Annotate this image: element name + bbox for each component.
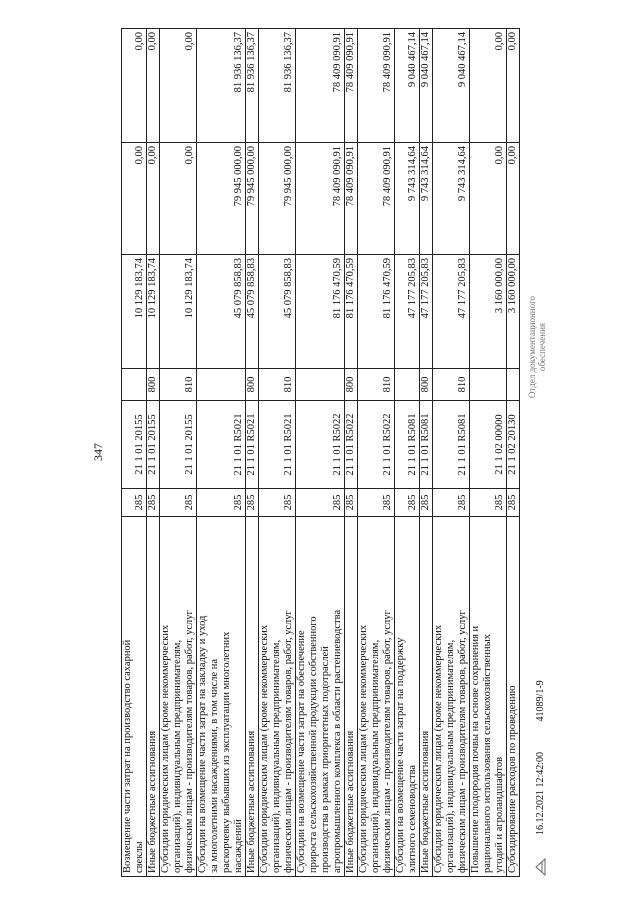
row-name-cell: Иные бюджетные ассигнования — [246, 517, 259, 877]
amount-year-2-cell: 78 409 090,91 — [345, 143, 358, 255]
amount-year-1-cell: 47 177 205,83 — [433, 255, 470, 369]
ministry-code-cell: 285 — [358, 489, 395, 517]
amount-year-3-cell: 78 409 090,91 — [358, 29, 395, 143]
amount-year-3-cell: 0,00 — [507, 29, 520, 143]
table-row — [122, 29, 147, 877]
expense-type-cell — [122, 369, 147, 401]
ministry-code-cell: 285 — [160, 489, 197, 517]
target-article-cell: 21 1 01 R5021 — [246, 401, 259, 489]
row-name-cell: Иные бюджетные ассигнования — [345, 517, 358, 877]
amount-year-2-cell: 9 743 314,64 — [420, 143, 433, 255]
table-row — [246, 29, 259, 877]
amount-year-3-cell: 81 936 136,37 — [246, 29, 259, 143]
amount-year-1-cell: 47 177 205,83 — [420, 255, 433, 369]
table-row — [345, 29, 358, 877]
row-name-cell: Субсидии юридическим лицам (кроме некоммерческих организаций), индивидуальным предпринимателям, физическим лицам - производителям товаров, работ, услуг — [433, 517, 470, 877]
expense-type-cell — [507, 369, 520, 401]
table-row — [160, 29, 197, 877]
expense-type-cell: 810 — [259, 369, 296, 401]
expense-type-cell — [296, 369, 345, 401]
amount-year-1-cell: 10 129 183,74 — [122, 255, 147, 369]
registration-date: 16.12.2021 12:42:00 — [535, 751, 546, 835]
table-row — [420, 29, 433, 877]
row-name-cell: Субсидии на возмещение части затрат на поддержку элитного семеноводства — [395, 517, 420, 877]
amount-year-3-cell: 0,00 — [147, 29, 160, 143]
amount-year-2-cell: 0,00 — [470, 143, 507, 255]
target-article-cell: 21 1 01 R5021 — [259, 401, 296, 489]
amount-year-1-cell: 81 176 470,59 — [358, 255, 395, 369]
ministry-code-cell: 285 — [147, 489, 160, 517]
target-article-cell: 21 1 01 R5022 — [296, 401, 345, 489]
amount-year-2-cell: 0,00 — [122, 143, 147, 255]
amount-year-2-cell: 79 945 000,00 — [197, 143, 246, 255]
amount-year-3-cell: 0,00 — [470, 29, 507, 143]
amount-year-3-cell: 9 040 467,14 — [433, 29, 470, 143]
amount-year-1-cell: 45 079 858,83 — [246, 255, 259, 369]
expense-type-cell: 800 — [246, 369, 259, 401]
amount-year-1-cell: 45 079 858,83 — [197, 255, 246, 369]
amount-year-2-cell: 79 945 000,00 — [259, 143, 296, 255]
table-row — [433, 29, 470, 877]
target-article-cell: 21 1 01 R5081 — [433, 401, 470, 489]
expense-type-cell: 810 — [160, 369, 197, 401]
amount-year-1-cell: 47 177 205,83 — [395, 255, 420, 369]
registration-stamp-icon — [533, 857, 547, 877]
target-article-cell: 21 1 02 00000 — [470, 401, 507, 489]
amount-year-2-cell: 9 743 314,64 — [433, 143, 470, 255]
table-row — [147, 29, 160, 877]
ministry-code-cell: 285 — [246, 489, 259, 517]
amount-year-1-cell: 10 129 183,74 — [147, 255, 160, 369]
amount-year-3-cell: 78 409 090,91 — [296, 29, 345, 143]
amount-year-3-cell: 0,00 — [122, 29, 147, 143]
target-article-cell: 21 1 01 R5022 — [358, 401, 395, 489]
amount-year-2-cell: 79 945 000,00 — [246, 143, 259, 255]
budget-table — [121, 28, 520, 877]
row-name-cell: Субсидии юридическим лицам (кроме некоммерческих организаций), индивидуальным предпринимателям, физическим лицам - производителям товаров, работ, услуг — [259, 517, 296, 877]
expense-type-cell — [197, 369, 246, 401]
registration-info — [535, 652, 546, 835]
target-article-cell: 21 1 01 R5081 — [420, 401, 433, 489]
expense-type-cell: 810 — [358, 369, 395, 401]
amount-year-3-cell: 9 040 467,14 — [420, 29, 433, 143]
ministry-code-cell: 285 — [296, 489, 345, 517]
amount-year-1-cell: 45 079 858,83 — [259, 255, 296, 369]
ministry-code-cell: 285 — [507, 489, 520, 517]
target-article-cell: 21 1 01 20155 — [147, 401, 160, 489]
ministry-code-cell: 285 — [345, 489, 358, 517]
row-name-cell: Возмещение части затрат на производство сахарной свеклы — [122, 517, 147, 877]
document-number: 41089/1-9 — [535, 680, 546, 722]
amount-year-1-cell: 10 129 183,74 — [160, 255, 197, 369]
expense-type-cell — [395, 369, 420, 401]
department-stamp: Отдел документационного обеспечения — [527, 295, 547, 399]
amount-year-1-cell: 3 160 000,00 — [507, 255, 520, 369]
table-row — [197, 29, 246, 877]
row-name-cell: Иные бюджетные ассигнования — [147, 517, 160, 877]
ministry-code-cell: 285 — [433, 489, 470, 517]
amount-year-3-cell: 9 040 467,14 — [395, 29, 420, 143]
amount-year-3-cell: 81 936 136,37 — [259, 29, 296, 143]
row-name-cell: Субсидии на возмещение части затрат на обеспечение прироста сельскохозяйственной продукции собственного производства в рамках приоритетных подотраслей агропромышленного комплекса в области растениеводства — [296, 517, 345, 877]
amount-year-2-cell: 9 743 314,64 — [395, 143, 420, 255]
ministry-code-cell: 285 — [395, 489, 420, 517]
expense-type-cell: 810 — [433, 369, 470, 401]
row-name-cell: Субсидии на возмещение части затрат на закладку и уход за многолетними насаждениями, в том числе на раскорчевку выбывших из эксплуатации многолетних насаждений — [197, 517, 246, 877]
target-article-cell: 21 1 01 20155 — [160, 401, 197, 489]
target-article-cell: 21 1 01 R5022 — [345, 401, 358, 489]
expense-type-cell: 800 — [420, 369, 433, 401]
ministry-code-cell: 285 — [259, 489, 296, 517]
target-article-cell: 21 1 01 20155 — [122, 401, 147, 489]
amount-year-2-cell: 0,00 — [507, 143, 520, 255]
budget-table-body — [122, 29, 520, 877]
table-row — [507, 29, 520, 877]
row-name-cell: Иные бюджетные ассигнования — [420, 517, 433, 877]
row-name-cell: Субсидирование расходов по проведению — [507, 517, 520, 877]
table-row — [470, 29, 507, 877]
document-page — [85, 27, 555, 877]
ministry-code-cell: 285 — [197, 489, 246, 517]
table-row — [259, 29, 296, 877]
expense-type-cell: 800 — [147, 369, 160, 401]
expense-type-cell — [470, 369, 507, 401]
amount-year-3-cell: 0,00 — [160, 29, 197, 143]
amount-year-1-cell: 81 176 470,59 — [345, 255, 358, 369]
table-row — [395, 29, 420, 877]
ministry-code-cell: 285 — [470, 489, 507, 517]
amount-year-1-cell: 81 176 470,59 — [296, 255, 345, 369]
table-row — [358, 29, 395, 877]
amount-year-2-cell: 0,00 — [147, 143, 160, 255]
page-number: 347 — [91, 443, 105, 461]
target-article-cell: 21 1 01 R5021 — [197, 401, 246, 489]
target-article-cell: 21 1 02 20130 — [507, 401, 520, 489]
amount-year-3-cell: 81 936 136,37 — [197, 29, 246, 143]
amount-year-3-cell: 78 409 090,91 — [345, 29, 358, 143]
table-row — [296, 29, 345, 877]
ministry-code-cell: 285 — [420, 489, 433, 517]
page-footer — [525, 27, 553, 877]
amount-year-2-cell: 0,00 — [160, 143, 197, 255]
amount-year-1-cell: 3 160 000,00 — [470, 255, 507, 369]
amount-year-2-cell: 78 409 090,91 — [296, 143, 345, 255]
amount-year-2-cell: 78 409 090,91 — [358, 143, 395, 255]
expense-type-cell: 800 — [345, 369, 358, 401]
row-name-cell: Повышение плодородия почвы на основе сохранения и рационального использования сельскохозяйственных угодий и агроландшафтов — [470, 517, 507, 877]
row-name-cell: Субсидии юридическим лицам (кроме некоммерческих организаций), индивидуальным предпринимателям, физическим лицам - производителям товаров, работ, услуг — [358, 517, 395, 877]
row-name-cell: Субсидии юридическим лицам (кроме некоммерческих организаций), индивидуальным предпринимателям, физическим лицам - производителям товаров, работ, услуг — [160, 517, 197, 877]
target-article-cell: 21 1 01 R5081 — [395, 401, 420, 489]
ministry-code-cell: 285 — [122, 489, 147, 517]
